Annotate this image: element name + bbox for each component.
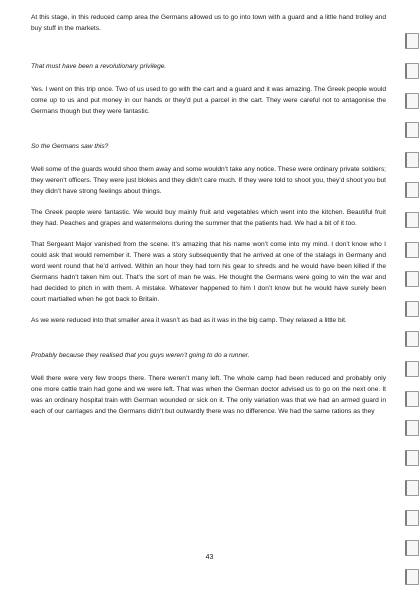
interviewer-question: Probably because they realised that you guys weren’t going to do a runner. <box>31 352 250 359</box>
binder-ring <box>405 480 419 496</box>
answer-paragraph: As we were reduced into that smaller area it wasn’t as bad as it was in the big camp. They relaxed a little bit. <box>31 317 347 324</box>
page-number: 43 <box>205 554 214 561</box>
answer-paragraph: Yes. I went on this trip once. Two of us used to go with the cart and a guard and it was amazing. The Greek people would come up to us and put money in our hands or they’d put a parcel in the cart. They were careful not to antagonise the Germans though but they were fantastic. <box>31 86 386 115</box>
answer-paragraph: Well there were very few troops there. There weren’t many left. The whole camp had been reduced and probably only one more cattle train had gone and we were left. That was when the German doctor advised us to go on the next one. It was an ordinary hospital train with German wounded or sick on it. The only variation was that we had an armed guard in each of our carriages and the Germans didn’t but outwardly there was no difference. We had the same rations as they <box>31 375 386 415</box>
binder-ring <box>405 391 419 407</box>
binder-ring <box>405 331 419 347</box>
binder-rings <box>404 0 419 600</box>
binder-ring <box>405 510 419 526</box>
transcript-body <box>31 12 386 427</box>
binder-ring <box>405 540 419 556</box>
answer-paragraph: The Greek people were fantastic. We would buy mainly fruit and vegetables which went into the kitchen. Beautiful fruit they had. Peaches and grapes and watermelons during the summer that the patients had. We had a bit of it too. <box>31 209 386 227</box>
binder-ring <box>405 93 419 109</box>
answer-paragraph: At this stage, in this reduced camp area the Germans allowed us to go into town with a guard and a little hand trolley and buy stuff in the markets. <box>31 14 386 32</box>
binder-ring <box>405 33 419 49</box>
binder-ring <box>405 569 419 585</box>
binder-ring <box>405 450 419 466</box>
binder-ring <box>405 182 419 198</box>
interviewer-question: So the Germans saw this? <box>31 143 109 150</box>
binder-ring <box>405 271 419 287</box>
binder-ring <box>405 361 419 377</box>
answer-paragraph: Well some of the guards would shoo them away and some wouldn’t take any notice. These were ordinary private soldiers; they weren’t officers. They were just blokes and they didn’t care much. If they were told to shoot you, they’d shoot you but they didn’t have strong feelings about things. <box>31 166 386 195</box>
binder-ring <box>405 122 419 138</box>
answer-paragraph: That Sergeant Major vanished from the scene. It’s amazing that his name won’t come into my mind. I don’t know who I could ask that would remember it. There was a story subsequently that he arrived at one of the stalags in Germany and word went round that he’d arrived. Within an hour they had torn his gear to shreds and he would have been killed if the Germans hadn’t taken him out. That’s the sort of man he was. He thought the Germans were going to win the war and had decided to pitch in with them. A mistake. Whatever happened to him I don’t know but he would have surely been court martialled when he got back to Britain. <box>31 241 386 303</box>
binder-ring <box>405 152 419 168</box>
binder-ring <box>405 212 419 228</box>
binder-ring <box>405 242 419 258</box>
interviewer-question: That must have been a revolutionary privilege. <box>31 63 167 70</box>
binder-ring <box>405 420 419 436</box>
binder-ring <box>405 301 419 317</box>
binder-ring <box>405 63 419 79</box>
